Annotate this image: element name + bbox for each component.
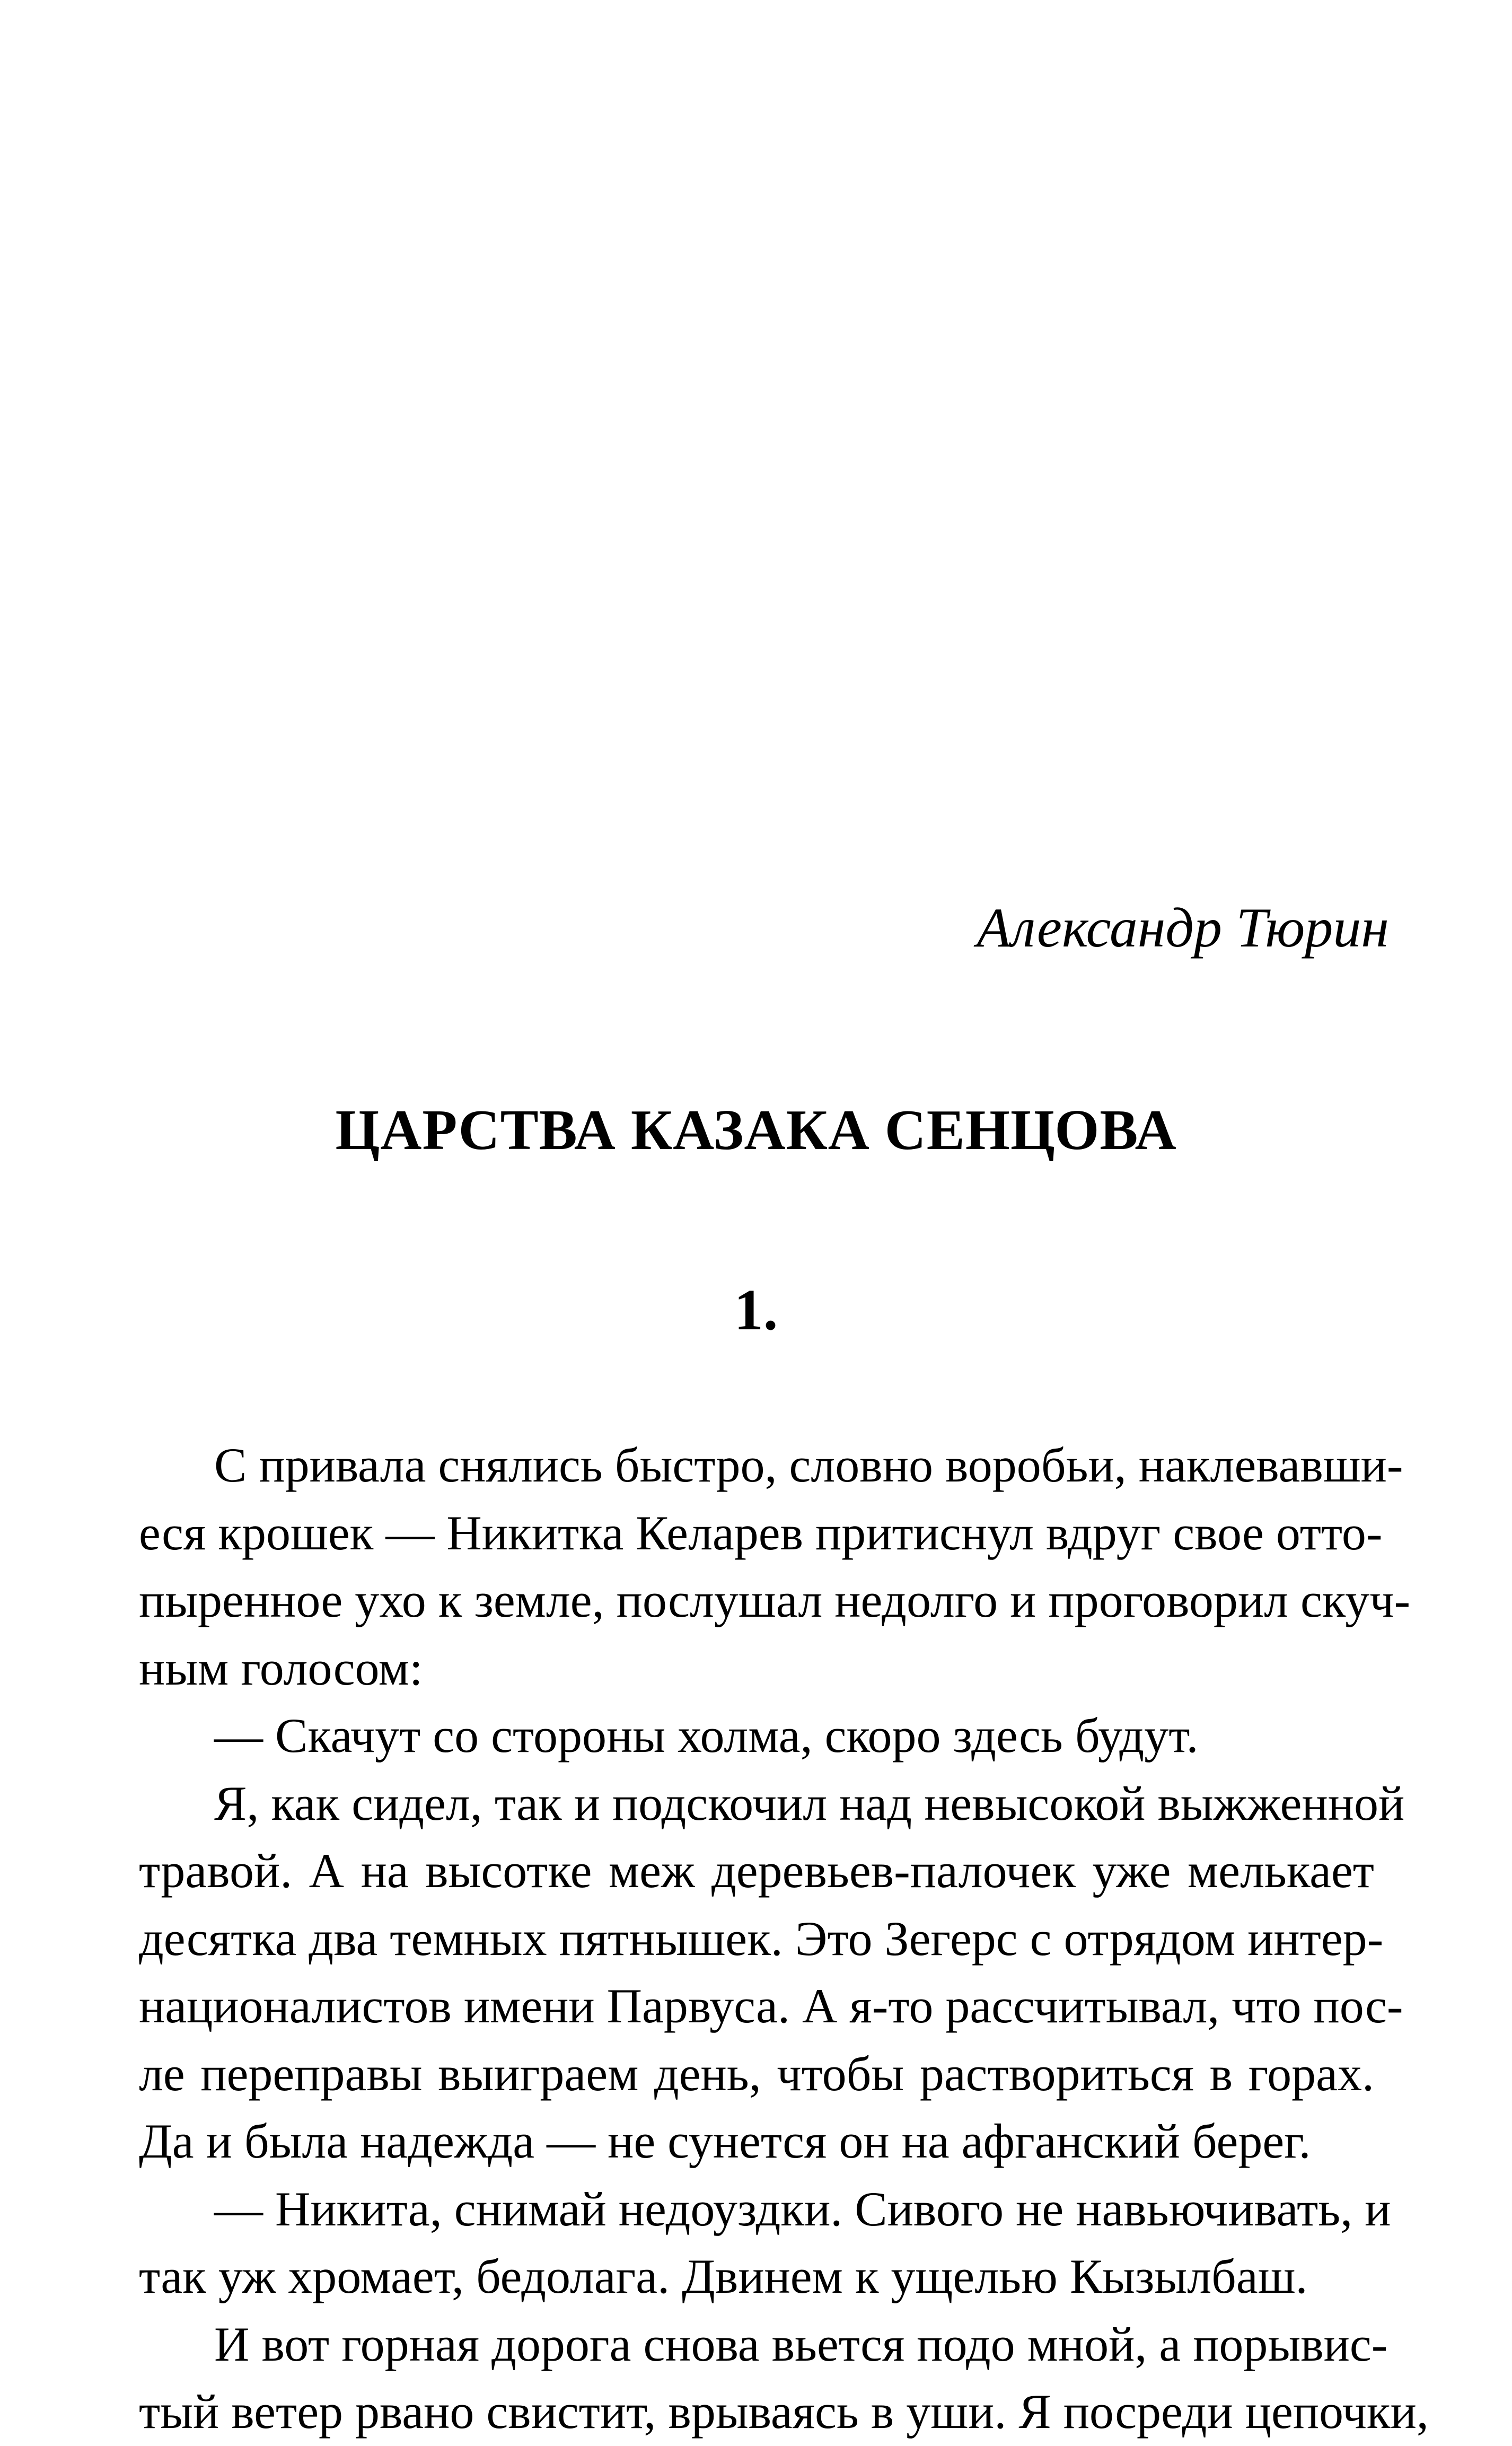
text-line: ле переправы выиграем день, чтобы раствориться в горах. [139, 2046, 1374, 2101]
text-line: травой. А на высотке меж деревьев-палочек уже мелькает [139, 1844, 1374, 1898]
chapter-number: 1. [734, 1277, 778, 1342]
author-name: Александр Тюрин [977, 897, 1389, 959]
body-text [139, 1432, 1429, 2446]
text-line: десятка два темных пятнышек. Это Зегерс с отрядом интер- [139, 1911, 1384, 1966]
story-title: ЦАРСТВА КАЗАКА СЕНЦОВА [335, 1099, 1177, 1162]
text-line: Я, как сидел, так и подскочил над невысокой выжженной [214, 1776, 1405, 1830]
text-line: пыренное ухо к земле, послушал недолго и проговорил скуч- [139, 1573, 1411, 1627]
text-line: — Никита, снимай недоуздки. Сивого не навьючивать, и [214, 2181, 1391, 2236]
text-line: тый ветер рвано свистит, врываясь в уши. Я посреди цепочки, [139, 2384, 1429, 2439]
text-line: еся крошек — Никитка Келарев притиснул вдруг свое отто- [139, 1505, 1383, 1560]
text-line: И вот горная дорога снова вьется подо мной, а порывис- [214, 2317, 1388, 2371]
text-line: — Скачут со стороны холма, скоро здесь будут. [214, 1708, 1199, 1763]
text-line: С привала снялись быстро, словно воробьи, наклевавши- [214, 1438, 1403, 1492]
text-line: так уж хромает, бедолага. Двинем к ущелью Кызылбаш. [139, 2249, 1308, 2303]
text-line: ным голосом: [139, 1641, 423, 1695]
text-line: Да и была надежда — не сунется он на афганский берег. [139, 2114, 1311, 2168]
text-line: националистов имени Парвуса. А я-то рассчитывал, что пос- [139, 1979, 1403, 2033]
